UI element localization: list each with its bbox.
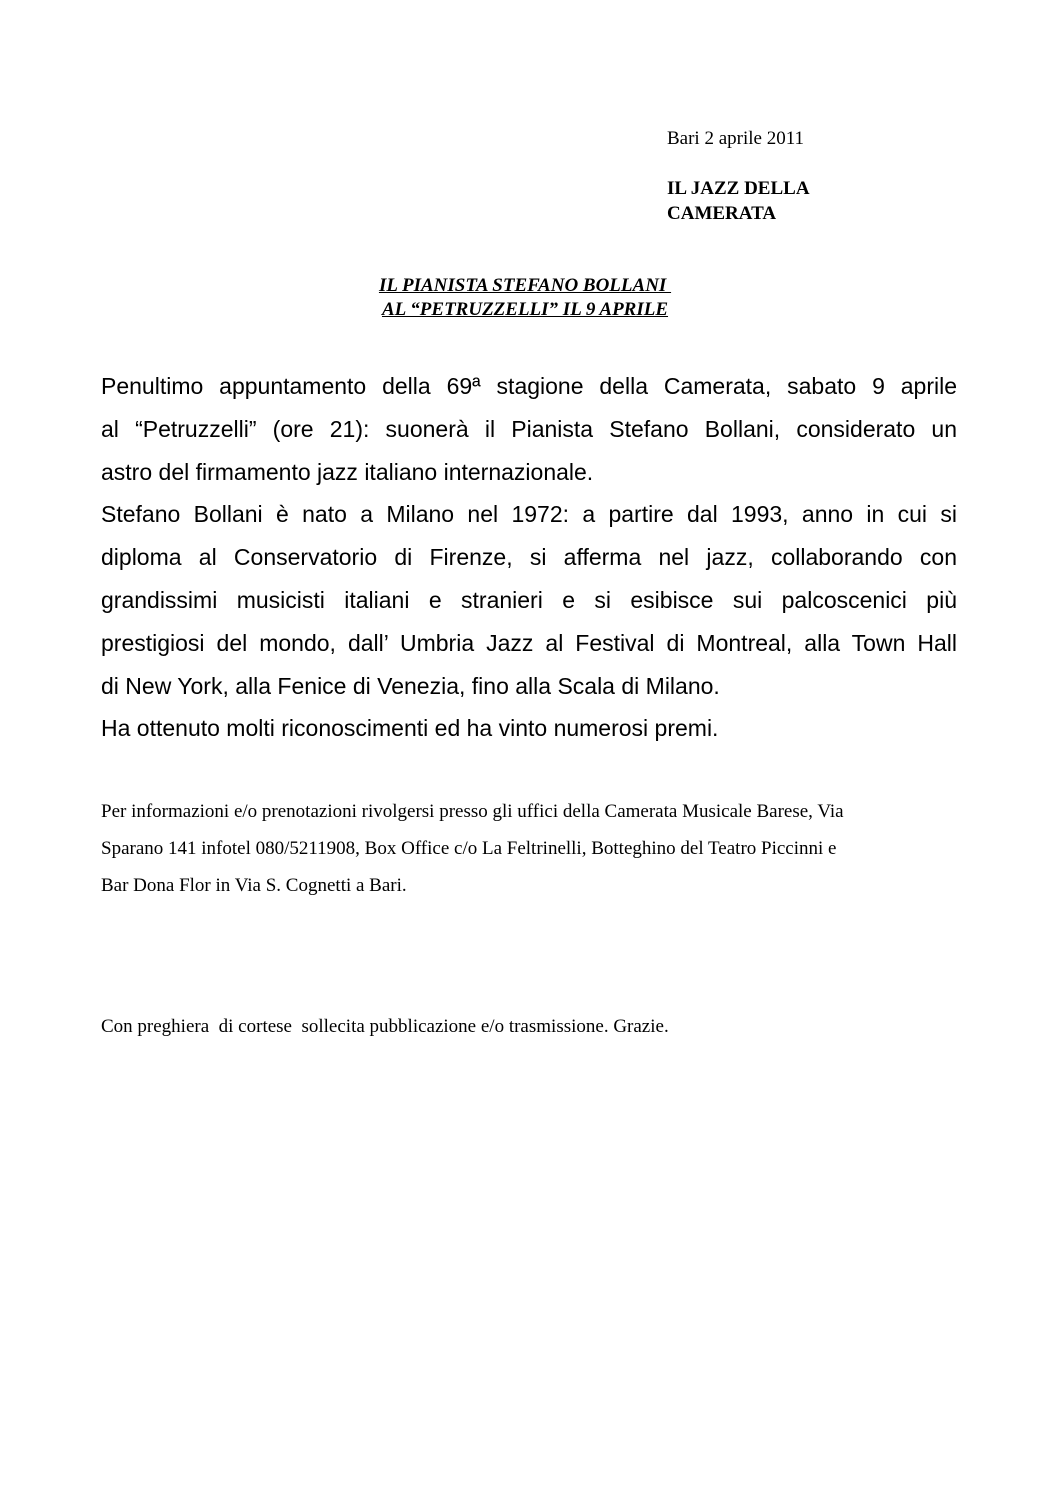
headline-line-2: AL “PETRUZZELLI” IL 9 APRILE [381,299,669,320]
contact-info [101,793,931,904]
body-line-8: di New York, alla Fenice di Venezia, fino alla Scala di Milano. [101,672,720,699]
body-line-3: astro del firmamento jazz italiano internazionale. [101,458,594,485]
contact-info-line-3: Bar Dona Flor in Via S. Cognetti a Bari. [101,875,407,896]
headline [300,274,750,322]
body-line-5: diploma al Conservatorio di Firenze, si afferma nel jazz, collaborando con [101,544,957,571]
series-title [667,176,810,226]
body-line-9: Ha ottenuto molti riconoscimenti ed ha vinto numerosi premi. [101,715,719,742]
body-line-1: Penultimo appuntamento della 69ª stagione della Camerata, sabato 9 aprile [101,373,957,399]
body-line-4: Stefano Bollani è nato a Milano nel 1972: a partire dal 1993, anno in cui si [101,501,957,528]
series-title-line-2: CAMERATA [667,203,777,224]
body-line-7: prestigiosi del mondo, dall’ Umbria Jazz al Festival di Montreal, alla Town Hall [101,629,957,656]
contact-info-line-1: Per informazioni e/o prenotazioni rivolgersi presso gli uffici della Camerata Musicale Barese, Via [101,801,844,822]
body-line-2: al “Petruzzelli” (ore 21): suonerà il Pianista Stefano Bollani, considerato un [101,415,957,442]
document-date: Bari 2 aprile 2011 [667,128,805,149]
contact-info-line-2: Sparano 141 infotel 080/5211908, Box Office c/o La Feltrinelli, Botteghino del Teatro Piccinni e [101,838,837,859]
series-title-line-1: IL JAZZ DELLA [667,178,810,199]
body-paragraph [101,365,957,750]
body-line-6: grandissimi musicisti italiani e stranieri e si esibisce sui palcoscenici più [101,586,957,613]
headline-line-1: IL PIANISTA STEFANO BOLLANI [378,275,672,296]
closing-note: Con preghiera di cortese sollecita pubblicazione e/o trasmissione. Grazie. [101,1016,669,1037]
